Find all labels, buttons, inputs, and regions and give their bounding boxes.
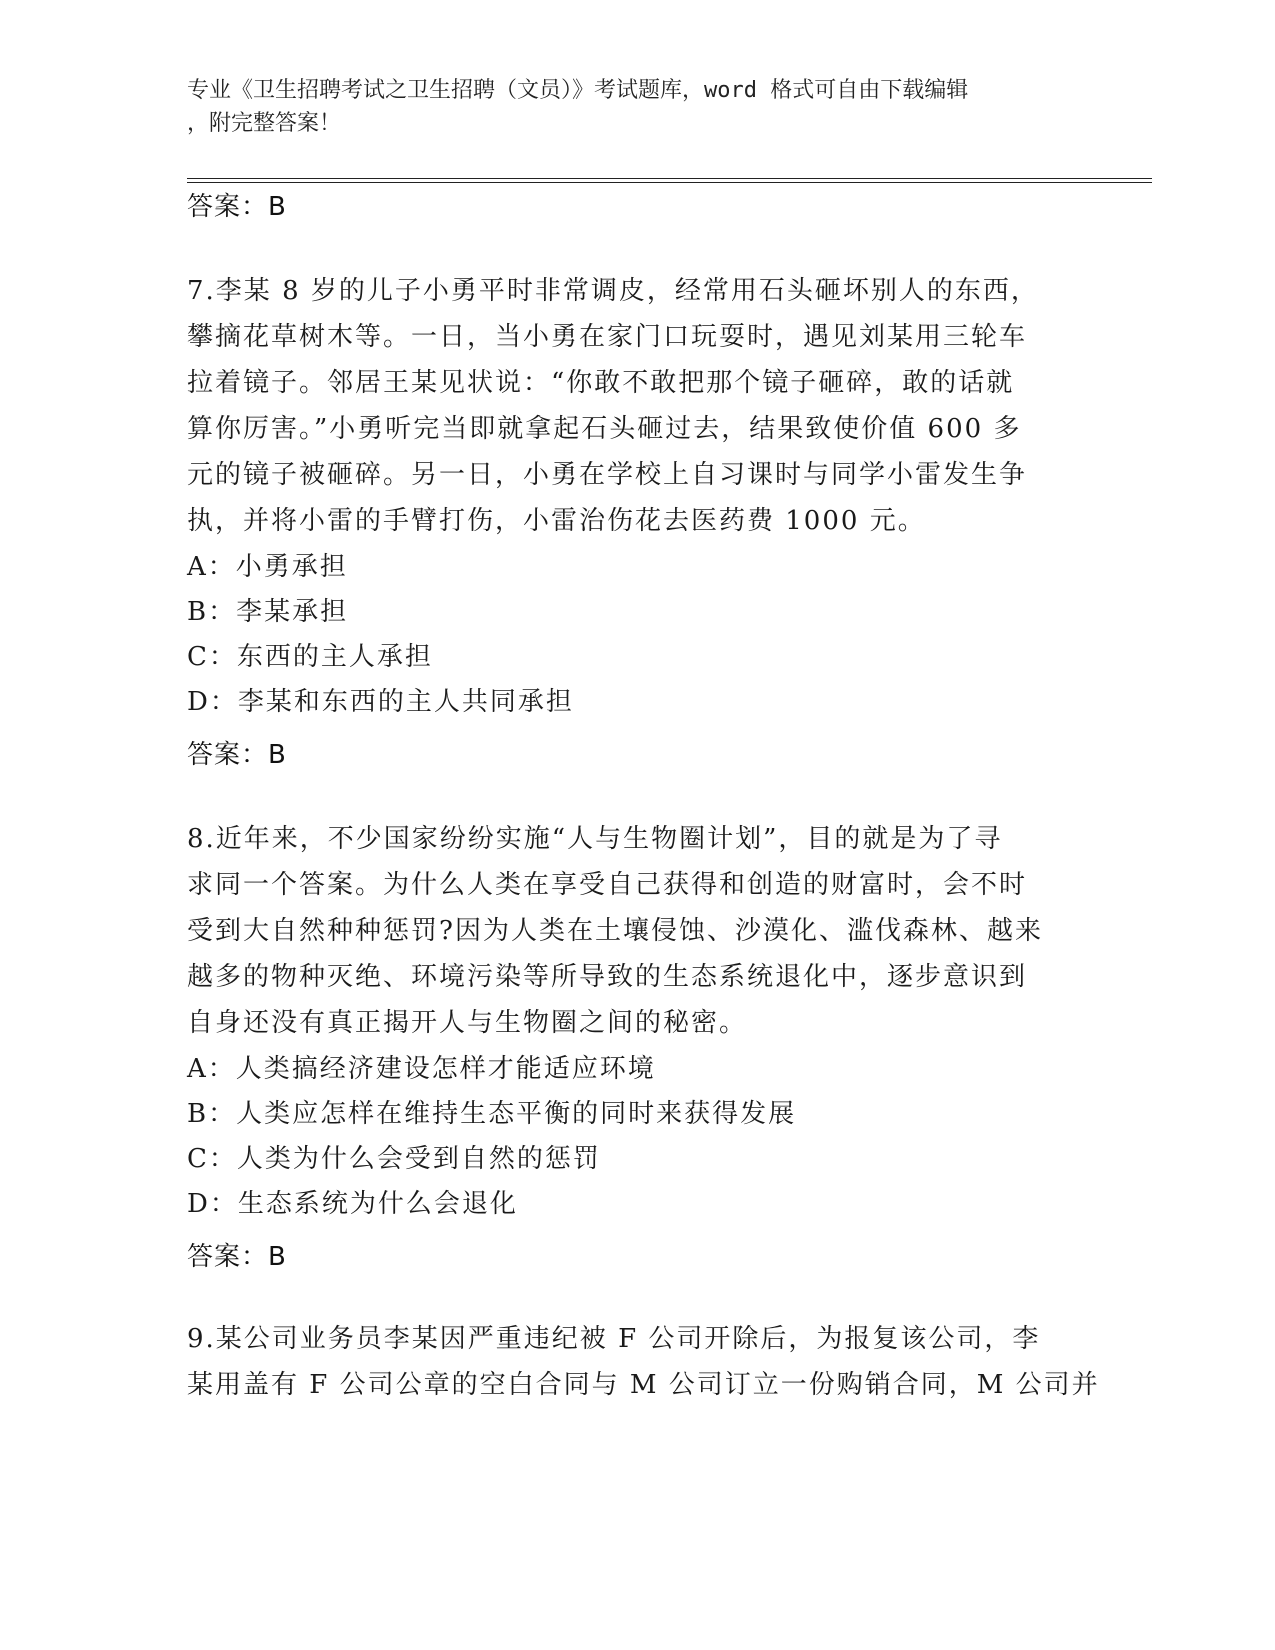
question-8-stem [187,816,1087,1046]
question-7-option-d: D：李某和东西的主人共同承担 [187,687,574,717]
question-8-option-a: A：人类搞经济建设怎样才能适应环境 [187,1054,656,1084]
question-8-option-c: C：人类为什么会受到自然的惩罚 [187,1144,601,1174]
page-header [187,74,1087,140]
question-7-option-c: C：东西的主人承担 [187,642,433,672]
question-7-line: 元的镜子被砸碎。另一日，小勇在学校上自习课时与同学小雷发生争 [187,460,1028,490]
question-7-line: 攀摘花草树木等。一日，当小勇在家门口玩耍时，遇见刘某用三轮车 [187,322,1028,352]
question-8-line: 越多的物种灭绝、环境污染等所导致的生态系统退化中，逐步意识到 [187,962,1028,992]
question-7-answer: 答案：B [187,740,287,770]
header-divider [187,178,1152,183]
answer-previous: 答案：B [187,192,287,222]
question-7-stem [187,268,1087,544]
question-8-option-d: D：生态系统为什么会退化 [187,1189,518,1219]
question-8-answer: 答案：B [187,1242,287,1272]
question-8-line: 受到大自然种种惩罚?因为人类在土壤侵蚀、沙漠化、滥伐森林、越来 [187,916,1043,946]
header-line-1: 专业《卫生招聘考试之卫生招聘（文员）》考试题库，word 格式可自由下载编辑 [187,78,969,103]
question-7-line: 算你厉害。”小勇听完当即就拿起石头砸过去，结果致使价值 600 多 [187,414,1022,444]
question-7-line: 拉着镜子。邻居王某见状说：“你敢不敢把那个镜子砸碎，敢的话就 [187,368,1015,398]
question-7-line: 7.李某 8 岁的儿子小勇平时非常调皮，经常用石头砸坏别人的东西， [187,276,1039,306]
question-8-option-b: B：人类应怎样在维持生态平衡的同时来获得发展 [187,1099,797,1129]
question-8-line: 自身还没有真正揭开人与生物圈之间的秘密。 [187,1008,748,1038]
header-line-2: ，附完整答案！ [187,111,342,136]
question-9-line: 9.某公司业务员李某因严重违纪被 F 公司开除后，为报复该公司，李 [187,1324,1041,1354]
question-8-line: 求同一个答案。为什么人类在享受自己获得和创造的财富时，会不时 [187,870,1028,900]
question-7-option-a: A：小勇承担 [187,552,348,582]
question-9-line: 某用盖有 F 公司公章的空白合同与 M 公司订立一份购销合同，M 公司并 [187,1370,1100,1400]
question-7-line: 执，并将小雷的手臂打伤，小雷治伤花去医药费 1000 元。 [187,506,926,536]
question-9-stem [187,1316,1100,1408]
question-7-option-b: B：李某承担 [187,597,349,627]
question-8-line: 8.近年来，不少国家纷纷实施“人与生物圈计划”，目的就是为了寻 [187,824,1003,854]
